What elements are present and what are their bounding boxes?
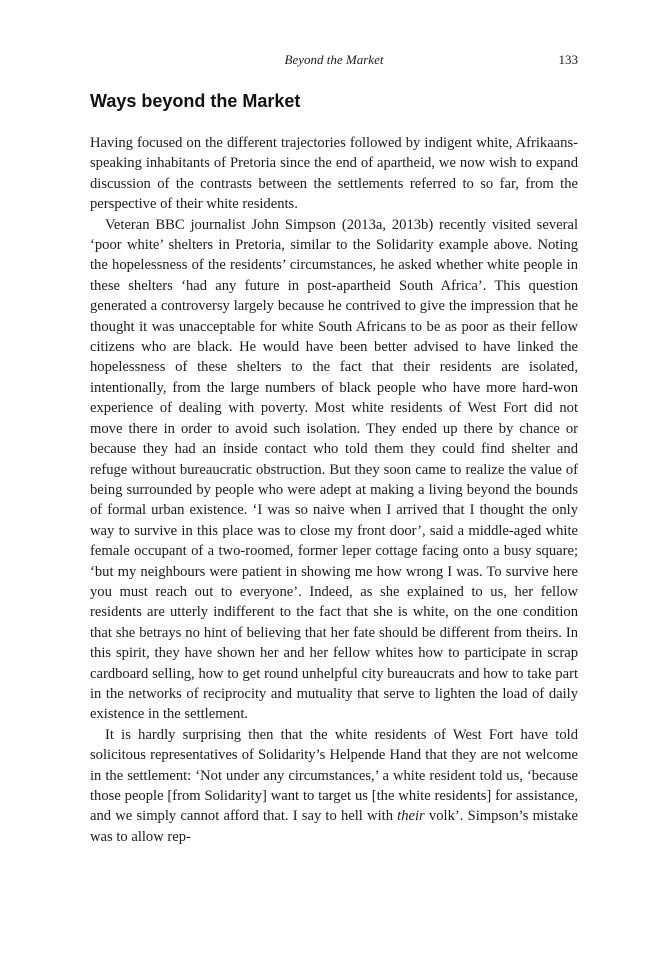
paragraph-3 — [90, 725, 578, 847]
paragraph-1: Having focused on the different trajectories followed by indigent white, Afrikaans-speaking inhabitants of Pretoria since the end of apartheid, we now wish to expand discussion of the contrasts between the settlements referred to so far, from the perspective of their white residents. — [90, 135, 578, 213]
section-heading: Ways beyond the Market — [90, 91, 301, 111]
paragraph-3-text-start: It is hardly surprising then that the white residents of West Fort have told solicitous representatives of Solidarity’s Helpende Hand that they are not welcome in the settlement: ‘Not under any circumstances,’ a white resident told us, ‘because those people [from Solidarity] want to target us [the white residents] for assistance, and we simply cannot afford that. I say to hell with — [90, 726, 578, 825]
paragraph-3-emphasis: their — [397, 808, 425, 825]
body-text — [90, 133, 578, 847]
running-head — [90, 52, 578, 70]
paragraph-2: Veteran BBC journalist John Simpson (2013a, 2013b) recently visited several ‘poor white’ shelters in Pretoria, similar to the Solidarity example above. Noting the hopelessness of the residents’ circumstances, he asked whether white people in these shelters ‘had any future in post-apartheid South Africa’. This question generated a controversy largely because he contrived to give the impression that he thought it was unacceptable for white South Africans to be as poor as their fellow citizens who are black. He would have been better advised to have linked the hopelessness of these shelters to the fact that their residents are isolated, intentionally, from the large numbers of black people who have more hard-won experience of dealing with poverty. Most white residents of West Fort did not move there in order to avoid such isolation. They ended up there by chance or because they had an inside contact who told them they could find shelter and refuge without bureaucratic obstruction. But they soon came to realize the value of being surrounded by people who were adept at making a living beyond the bounds of formal urban existence. ‘I was so naive when I arrived that I thought the only way to survive in this place was to close my front door’, said a middle-aged white female occupant of a two-roomed, former leper cottage facing onto a busy square; ‘but my neighbours were patient in showing me how wrong I was. To survive here you must reach out to everyone’. Indeed, as she explained to us, her fellow residents are utterly indifferent to the fact that she is white, on the one condition that she betrays no hint of believing that her fate should be different from theirs. In this spirit, they have shown her and her fellow whites how to participate in scrap cardboard selling, how to get round unhelpful city bureaucrats and how to take part in the networks of reciprocity and mutuality that serve to lighten the load of daily existence in the settlement. — [90, 216, 578, 723]
page-number: 133 — [558, 52, 578, 67]
running-title: Beyond the Market — [284, 52, 384, 67]
paragraph-3-text-end: volk’. Simpson’s mistake was to allow rep- — [90, 808, 578, 845]
